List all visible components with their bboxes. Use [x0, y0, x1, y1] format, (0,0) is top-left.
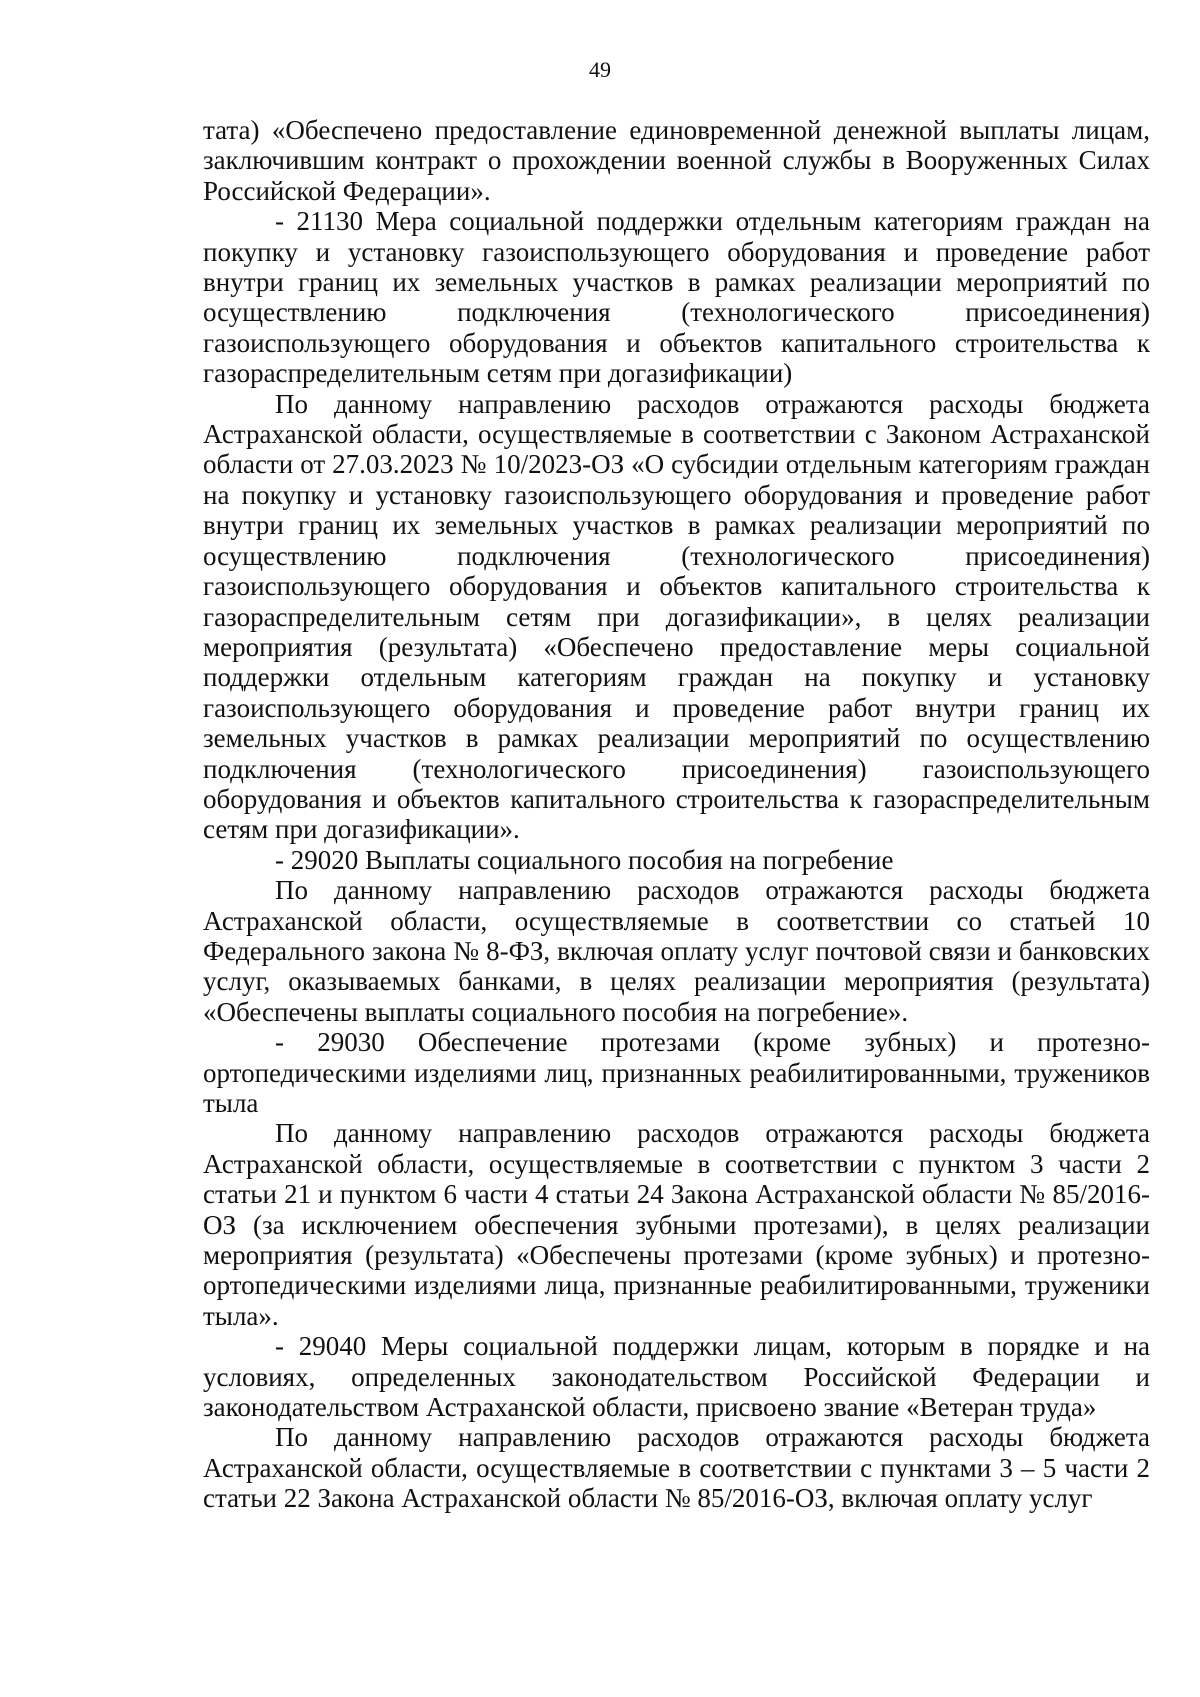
page-number: 49 — [589, 57, 611, 82]
paragraph-29030-description: По данному направлению расходов отражаются расходы бюджета Астраханской области, осуществляемые в соответствии с пунктом 3 части 2 статьи 21 и пунктом 6 части 4 статьи 24 Закона Астраханской области № 85/2016-ОЗ (за исключением обеспечения зубными протезами), в целях реализации мероприятия (результата) «Обеспечены протезами (кроме зубных) и протезно-ортопедическими изделиями лица, признанные реабилитированными, труженики тыла». — [203, 1118, 1150, 1331]
paragraph-code-29040: - 29040 Меры социальной поддержки лицам, которым в порядке и на условиях, определенных законодательством Российской Федерации и законодательством Астраханской области, присвоено звание «Ветеран труда» — [203, 1331, 1150, 1423]
paragraph-29020-description: По данному направлению расходов отражаются расходы бюджета Астраханской области, осуществляемые в соответствии со статьей 10 Федерального закона № 8-ФЗ, включая оплату услуг почтовой связи и банковских услуг, оказываемых банками, в целях реализации мероприятия (результата) «Обеспечены выплаты социального пособия на погребение». — [203, 875, 1150, 1027]
document-body — [203, 115, 1150, 1514]
paragraph-code-21130: - 21130 Мера социальной поддержки отдельным категориям граждан на покупку и установку газоиспользующего оборудования и проведение работ внутри границ их земельных участков в рамках реализации мероприятий по осуществлению подключения (технологического присоединения) газоиспользующего оборудования и объектов капитального строительства к газораспределительным сетям при догазификации) — [203, 206, 1150, 389]
paragraph-21130-description: По данному направлению расходов отражаются расходы бюджета Астраханской области, осуществляемые в соответствии с Законом Астраханской области от 27.03.2023 № 10/2023-ОЗ «О субсидии отдельным категориям граждан на покупку и установку газоиспользующего оборудования и проведение работ внутри границ их земельных участков в рамках реализации мероприятий по осуществлению подключения (технологического присоединения) газоиспользующего оборудования и объектов капитального строительства к газораспределительным сетям при догазификации», в целях реализации мероприятия (результата) «Обеспечено предоставление меры социальной поддержки отдельным категориям граждан на покупку и установку газоиспользующего оборудования и проведение работ внутри границ их земельных участков в рамках реализации мероприятий по осуществлению подключения (технологического присоединения) газоиспользующего оборудования и объектов капитального строительства к газораспределительным сетям при догазификации». — [203, 388, 1150, 845]
paragraph-continuation: тата) «Обеспечено предоставление единовременной денежной выплаты лицам, заключившим контракт о прохождении военной службы в Вооруженных Силах Российской Федерации». — [203, 115, 1150, 206]
paragraph-code-29020: - 29020 Выплаты социального пособия на погребение — [275, 844, 894, 875]
paragraph-29040-description: По данному направлению расходов отражаются расходы бюджета Астраханской области, осуществляемые в соответствии с пунктами 3 – 5 части 2 статьи 22 Закона Астраханской области № 85/2016-ОЗ, включая оплату услуг — [203, 1422, 1150, 1514]
paragraph-code-29030: - 29030 Обеспечение протезами (кроме зубных) и протезно-ортопедическими изделиями лиц, признанных реабилитированными, тружеников тыла — [203, 1027, 1150, 1118]
